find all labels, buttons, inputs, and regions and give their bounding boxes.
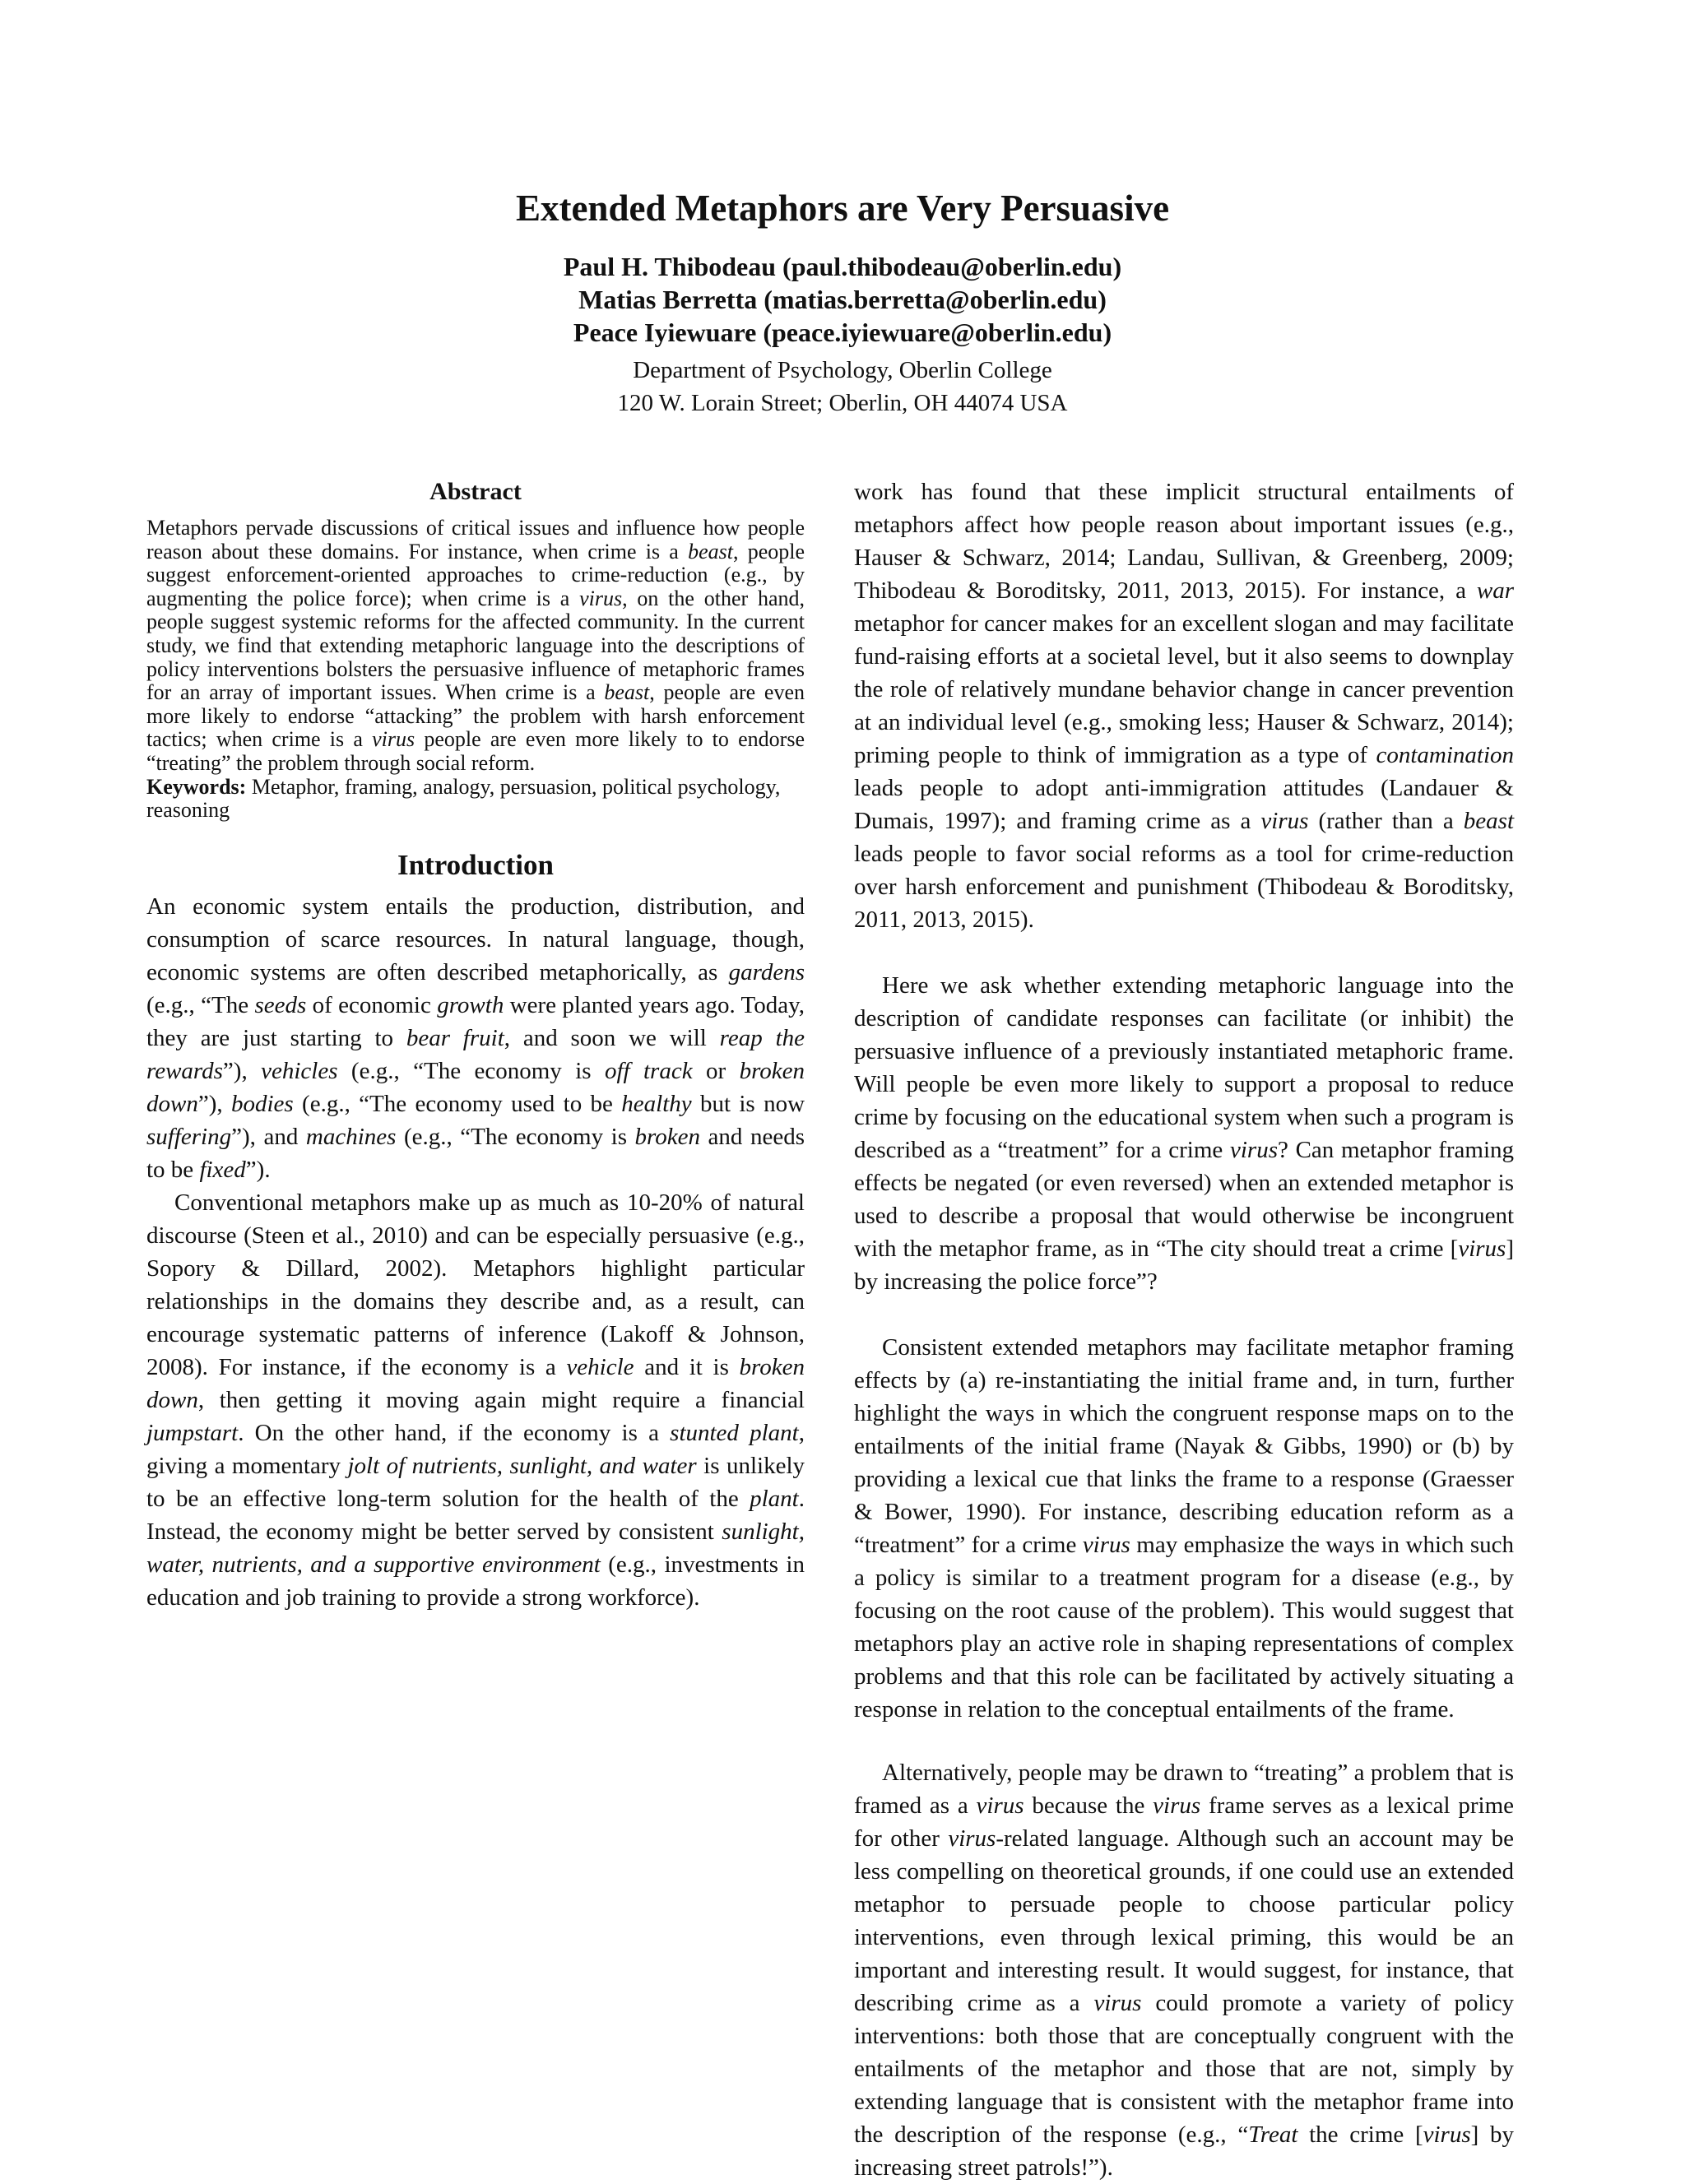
author-list [0,250,1685,349]
keywords [146,776,805,823]
left-column [146,475,805,1614]
author-3: Peace Iyiewuare (peace.iyiewuare@oberlin.edu) [573,318,1112,347]
affiliation-department: Department of Psychology, Oberlin College [633,357,1052,383]
intro-paragraph-1: An economic system entails the production, distribution, and consumption of scarce resources. In natural language, though, economic systems are often described metaphorically, as gardens (e.g., “The seeds of economic growth were planted years ago. Today, they are just starting to bear fruit, and soon we will reap the rewards”), vehicles (e.g., “The economy is off track or broken down”), bodies (e.g., “The economy used to be healthy but is now suffering”), and machines (e.g., “The economy is broken and needs to be fixed”). [146,893,805,1183]
abstract-heading: Abstract [429,478,522,505]
intro-paragraph-6: Alternatively, people may be drawn to “treating” a problem that is framed as a virus because the virus frame serves as a lexical prime for other virus-related language. Although such an account may be less compelling on theoretical grounds, if one could use an extended metaphor to persuade people to choose particular policy interventions, even through lexical priming, this would be an important and interesting result. It would suggest, for instance, that describing crime as a virus could promote a variety of policy interventions: both those that are conceptually congruent with the entailments of the metaphor and those that are not, simply by extending language that is consistent with the metaphor frame into the description of the response (e.g., “Treat the crime [virus] by increasing street patrols!”). [854,1760,1514,2181]
intro-paragraph-3-continued: work has found that these implicit structural entailments of metaphors affect how people reason about important issues (e.g., Hauser & Schwarz, 2014; Landau, Sullivan, & Greenberg, 2009; Thibodeau & Boroditsky, 2011, 2013, 2015). For instance, a war metaphor for cancer makes for an excellent slogan and may facilitate fund-raising efforts at a societal level, but it also seems to downplay the role of relatively mundane behavior change in cancer prevention at an individual level (e.g., smoking less; Hauser & Schwarz, 2014); priming people to think of immigration as a type of contamination leads people to adopt anti-immigration attitudes (Landauer & Dumais, 1997); and framing crime as a virus (rather than a beast leads people to favor social reforms as a tool for crime-reduction over harsh enforcement and punishment (Thibodeau & Boroditsky, 2011, 2013, 2015). [854,479,1514,933]
intro-paragraph-4: Here we ask whether extending metaphoric language into the description of candidate responses can facilitate (or inhibit) the persuasive influence of a previously instantiated metaphoric frame. Will people be even more likely to support a proposal to reduce crime by focusing on the educational system when such a program is described as a “treatment” for a crime virus? Can metaphor framing effects be negated (or even reversed) when an extended metaphor is used to describe a proposal that would otherwise be incongruent with the metaphor frame, as in “The city should treat a crime [virus] by increasing the police force”? [854,972,1515,1295]
keywords-list: Metaphor, framing, analogy, persuasion, political psychology, reasoning [146,774,781,823]
affiliation [0,354,1685,420]
keywords-label: Keywords: [146,774,247,799]
affiliation-address: 120 W. Lorain Street; Oberlin, OH 44074 USA [617,390,1068,416]
right-column [854,475,1514,2184]
paper-title: Extended Metaphors are Very Persuasive [515,188,1170,229]
intro-paragraph-5: Consistent extended metaphors may facilitate metaphor framing effects by (a) re-instantiating the initial frame and, in turn, further highlight the ways in which the congruent response maps on to the entailments of the initial frame (Nayak & Gibbs, 1990) or (b) by providing a lexical cue that links the frame to a response (Graesser & Bower, 1990). For instance, describing education reform as a “treatment” for a crime virus may emphasize the ways in which such a policy is similar to a treatment program for a disease (e.g., by focusing on the root cause of the problem). This would suggest that metaphors play an active role in shaping representations of complex problems and that this role can be facilitated by actively situating a response in relation to the conceptual entailments of the frame. [854,1334,1514,1723]
introduction-heading: Introduction [397,848,554,881]
intro-paragraph-2: Conventional metaphors make up as much as 10-20% of natural discourse (Steen et al., 2010) and can be especially persuasive (e.g., Sopory & Dillard, 2002). Metaphors highlight particular relationships in the domains they describe and, as a result, can encourage systematic patterns of inference (Lakoff & Johnson, 2008). For instance, if the economy is a vehicle and it is broken down, then getting it moving again might require a financial jumpstart. On the other hand, if the economy is a stunted plant, giving a momentary jolt of nutrients, sunlight, and water is unlikely to be an effective long-term solution for the health of the plant. Instead, the economy might be better served by consistent sunlight, water, nutrients, and a supportive environment (e.g., investments in education and job training to provide a strong workforce). [146,1189,805,1611]
author-1: Paul H. Thibodeau (paul.thibodeau@oberlin.edu) [563,252,1122,281]
author-2: Matias Berretta (matias.berretta@oberlin.edu) [578,285,1107,314]
abstract-body: Metaphors pervade discussions of critical issues and influence how people reason about these domains. For instance, when crime is a beast, people suggest enforcement-oriented approaches to crime-reduction (e.g., by augmenting the police force); when crime is a virus, on the other hand, people suggest systemic reforms for the affected community. In the current study, we find that extending metaphoric language into the descriptions of policy interventions bolsters the persuasive influence of metaphoric frames for an array of important issues. When crime is a beast, people are even more likely to endorse “attacking” the problem with harsh enforcement tactics; when crime is a virus people are even more likely to to endorse “treating” the problem through social reform. [146,516,805,775]
